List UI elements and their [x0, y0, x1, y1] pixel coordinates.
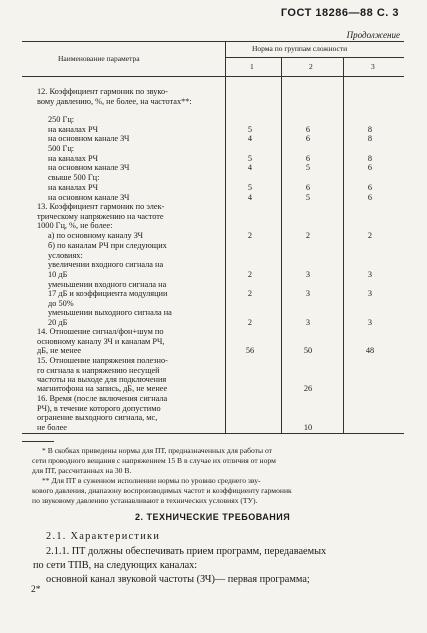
group-header-2: 2 [309, 62, 313, 71]
footnote-line: сети проводного вещания с напряжением 15 В в случае их отличия от норм [32, 456, 276, 465]
table-row [0, 202, 427, 212]
parameter-label: на основном канале ЗЧ [48, 134, 130, 143]
norm-value-group-1: 5 [247, 154, 253, 163]
norm-value-group-2: 3 [305, 270, 311, 279]
norm-value-group-2: 3 [305, 318, 311, 327]
norm-value-group-2: 6 [305, 125, 311, 134]
parameter-label: РЧ), в течение которого допустимо [37, 404, 161, 413]
table-row [0, 231, 427, 241]
table-row [0, 289, 427, 299]
norm-value-group-2: 6 [305, 183, 311, 192]
parameter-label: на каналах РЧ [48, 125, 99, 134]
parameter-label: не более [37, 423, 67, 432]
norm-value-group-3: 2 [367, 231, 373, 240]
group-header-rule [225, 57, 404, 58]
parameter-label: 16. Время (после включения сигнала [37, 394, 168, 403]
parameter-label: огранение выходного сигнала, мс, [37, 413, 158, 422]
parameter-label: уменьшении выходного сигнала на [48, 308, 172, 317]
table-row [0, 260, 427, 270]
table-header-rule [22, 76, 404, 77]
table-row [0, 183, 427, 193]
norm-value-group-3: 8 [367, 125, 373, 134]
parameter-label: уменьшении входного сигнала на [48, 280, 167, 289]
norm-value-group-3: 6 [367, 193, 373, 202]
table-row [0, 173, 427, 183]
table-row [0, 356, 427, 366]
table-row [0, 134, 427, 144]
norm-value-group-1: 5 [247, 125, 253, 134]
parameter-label: 20 дБ [48, 318, 68, 327]
norm-value-group-2: 5 [305, 193, 311, 202]
norm-value-group-2: 10 [303, 423, 313, 432]
norm-value-group-1: 2 [247, 289, 253, 298]
table-row [0, 270, 427, 280]
table-top-rule [22, 41, 404, 42]
parameter-label: 14. Отношение сигнал/фон+шум по [37, 327, 164, 336]
group-header-1: 1 [250, 62, 254, 71]
norm-value-group-1: 5 [247, 183, 253, 192]
table-row [0, 394, 427, 404]
table-row [0, 327, 427, 337]
norm-value-group-3: 6 [367, 183, 373, 192]
parameter-label: магнитофона на запись, дБ, не менее [37, 384, 168, 393]
parameter-label: 17 дБ и коэффициента модуляции [48, 289, 168, 298]
page-signature-mark: 2* [31, 585, 41, 595]
norm-value-group-2: 50 [303, 346, 313, 355]
norm-value-group-3: 3 [367, 318, 373, 327]
param-column-header: Наименование параметра [58, 54, 140, 63]
norm-value-group-2: 2 [305, 231, 311, 240]
norm-value-group-3: 3 [367, 289, 373, 298]
table-row [0, 346, 427, 356]
parameter-label: на каналах РЧ [48, 183, 99, 192]
table-row [0, 241, 427, 251]
norm-value-group-1: 4 [247, 193, 253, 202]
footnote-rule [22, 441, 54, 442]
parameter-label: б) по каналам РЧ при следующих [48, 241, 167, 250]
parameter-label: условиях: [48, 251, 83, 260]
page-header: ГОСТ 18286—88 С. 3 [280, 7, 399, 19]
parameter-label: основному каналу ЗЧ и каналам РЧ, [37, 337, 165, 346]
group-header-3: 3 [371, 62, 375, 71]
parameter-label: на основном канале ЗЧ [48, 163, 130, 172]
norm-value-group-2: 3 [305, 289, 311, 298]
parameter-label: на основном канале ЗЧ [48, 193, 130, 202]
continuation-label: Продолжение [346, 30, 400, 40]
parameter-label: дБ, не менее [37, 346, 82, 355]
subsection-title: 2.1. Характеристики [46, 531, 161, 542]
footnote-line: кового давления, диапазону воспроизводимых частот и коэффициенту гармоник [32, 486, 292, 495]
table-row [0, 221, 427, 231]
parameter-label: 1000 Гц, %, не более: [37, 221, 113, 230]
table-row [0, 384, 427, 394]
table-row [0, 144, 427, 154]
norm-value-group-1: 4 [247, 163, 253, 172]
table-row [0, 423, 427, 433]
body-line: основной канал звуковой частоты (ЗЧ)— первая программа; [46, 574, 310, 585]
parameter-label: 10 дБ [48, 270, 68, 279]
parameter-label: 13. Коэффициент гармоник по элек- [37, 202, 165, 211]
norm-value-group-3: 8 [367, 154, 373, 163]
norm-value-group-3: 6 [367, 163, 373, 172]
parameter-label: а) по основному каналу ЗЧ [48, 231, 144, 240]
body-line: 2.1.1. ПТ должны обеспечивать прием программ, передаваемых [46, 546, 327, 557]
norm-value-group-3: 3 [367, 270, 373, 279]
norm-value-group-2: 5 [305, 163, 311, 172]
group-column-header: Норма по группам сложности [252, 44, 348, 53]
parameter-label: го сигнала к напряжению несущей [37, 366, 160, 375]
norm-value-group-2: 6 [305, 134, 311, 143]
norm-value-group-1: 56 [245, 346, 255, 355]
norm-value-group-2: 26 [303, 384, 313, 393]
parameter-label: трическому напряжению на частоте [37, 212, 164, 221]
parameter-label: вому давлению, %, не более, на частотах**: [37, 97, 192, 106]
norm-value-group-1: 2 [247, 270, 253, 279]
table-row [0, 308, 427, 318]
parameter-label: увеличении входного сигнала на [48, 260, 164, 269]
table-row [0, 87, 427, 97]
parameter-label: 250 Гц: [48, 115, 75, 124]
table-row [0, 97, 427, 107]
footnote-line: * В скобках приведены нормы для ПТ, предназначенных для работы от [42, 446, 272, 455]
table-bottom-rule [22, 433, 404, 434]
parameter-label: до 50% [48, 299, 74, 308]
parameter-label: свыше 500 Гц: [48, 173, 100, 182]
parameter-label: 15. Отношение напряжения полезно- [37, 356, 168, 365]
norm-value-group-3: 8 [367, 134, 373, 143]
body-line: по сети ТПВ, на следующих каналах: [33, 560, 198, 571]
section-title: 2. ТЕХНИЧЕСКИЕ ТРЕБОВАНИЯ [135, 512, 291, 522]
norm-value-group-1: 2 [247, 231, 253, 240]
parameter-label: 500 Гц: [48, 144, 75, 153]
norm-value-group-3: 48 [365, 346, 375, 355]
norm-value-group-1: 2 [247, 318, 253, 327]
table-row [0, 163, 427, 173]
footnote-line: для ПТ, рассчитанных на 30 В. [32, 466, 132, 475]
footnote-line: ** Для ПТ в суженном исполнении нормы по уровню среднего зву- [42, 476, 261, 485]
footnote-line: по звуковому давлению устанавливают в технических условиях (ТУ). [32, 496, 258, 505]
norm-value-group-1: 4 [247, 134, 253, 143]
norm-value-group-2: 6 [305, 154, 311, 163]
table-row [0, 413, 427, 423]
parameter-label: 12. Коэффициент гармоник по звуко- [37, 87, 168, 96]
parameter-label: частоты на выходе для подключения [37, 375, 167, 384]
table-row [0, 115, 427, 125]
parameter-label: на каналах РЧ [48, 154, 99, 163]
